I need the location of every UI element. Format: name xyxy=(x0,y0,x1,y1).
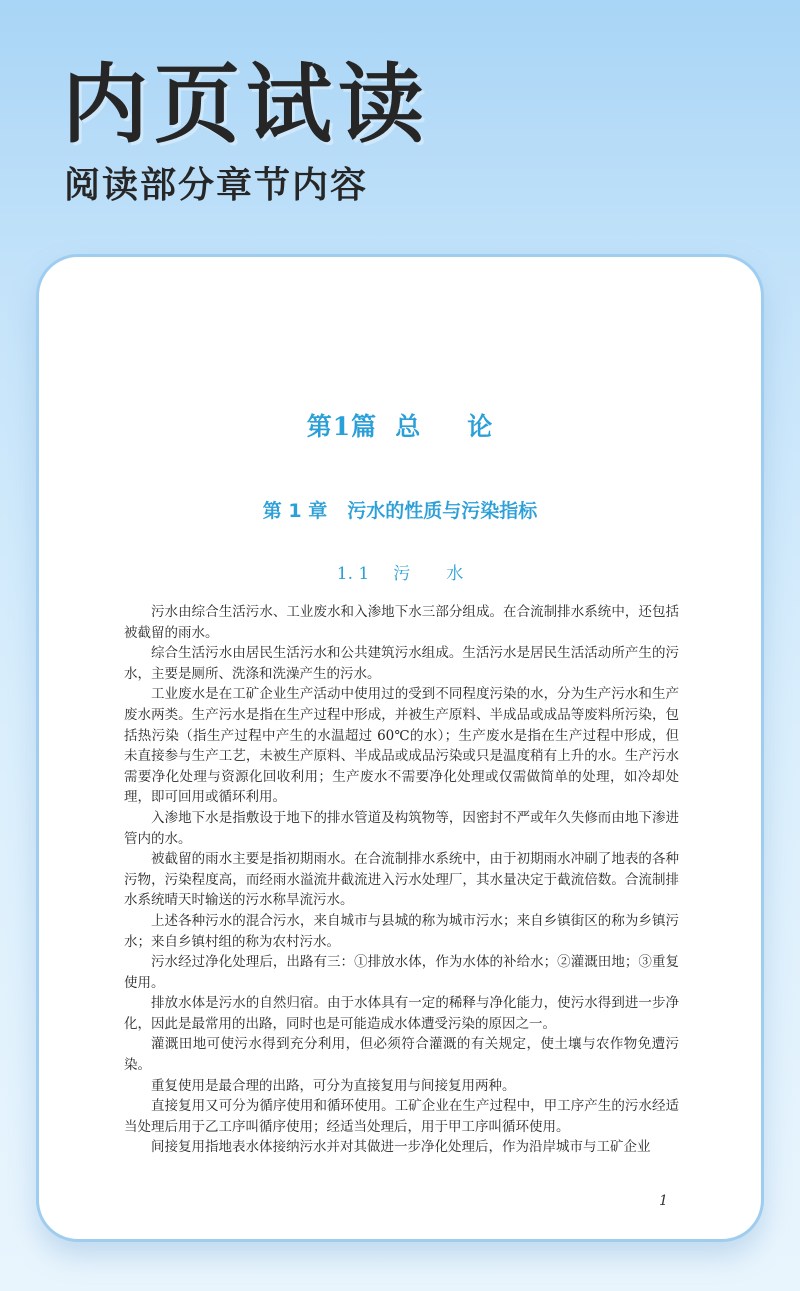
chapter-number: 第 1 章 xyxy=(262,500,328,522)
paragraph: 被截留的雨水主要是指初期雨水。在合流制排水系统中，由于初期雨水冲刷了地表的各种污物，污染程度高，而经雨水溢流井截流进入污水处理厂，其水量决定于截流倍数。合流制排水系统晴天时输送的污水称旱流污水。 xyxy=(124,851,679,909)
page-title: 内页试读 xyxy=(62,55,430,155)
paragraph: 工业废水是在工矿企业生产活动中使用过的受到不同程度污染的水，分为生产污水和生产废水两类。生产污水是指在生产过程中形成，并被生产原料、半成品或成品等废料所污染，包括热污染（指生产过程中产生的水温超过 60℃的水）；生产废水是指在生产过程中形成，但未直接参与生产工艺，未被生产原料、半成品或成品污染或只是温度稍有上升的水。生产污水需要净化处理与资源化回收利用；生产废水不需要净化处理或仅需做简单的处理，如冷却处理，即可回用或循环利用。 xyxy=(124,686,679,806)
part-title-word-2: 论 xyxy=(467,412,494,441)
paragraph: 污水经过净化处理后，出路有三：①排放水体，作为水体的补给水；②灌溉田地；③重复使用。 xyxy=(124,954,679,991)
book-page-card xyxy=(36,254,764,1242)
paragraph: 综合生活污水由居民生活污水和公共建筑污水组成。生活污水是居民生活活动所产生的污水，主要是厕所、洗涤和洗澡产生的污水。 xyxy=(124,645,679,682)
section-number: 1. 1 xyxy=(336,564,370,584)
section-word-1: 污 xyxy=(393,564,411,584)
section-word-2: 水 xyxy=(446,564,464,584)
body-text xyxy=(124,602,679,1158)
part-title-word-1: 总 xyxy=(395,412,422,441)
paragraph: 上述各种污水的混合污水，来自城市与县城的称为城市污水；来自乡镇街区的称为乡镇污水；来自乡镇村组的称为农村污水。 xyxy=(124,912,679,950)
paragraph: 污水由综合生活污水、工业废水和入渗地下水三部分组成。在合流制排水系统中，还包括被截留的雨水。 xyxy=(124,604,679,641)
page-subtitle: 阅读部分章节内容 xyxy=(64,165,369,206)
part-title-prefix: 第1篇 xyxy=(306,412,378,441)
chapter-title xyxy=(39,496,761,523)
paragraph: 排放水体是污水的自然归宿。由于水体具有一定的稀释与净化能力，使污水得到进一步净化，因此是最常用的出路，同时也是可能造成水体遭受污染的原因之一。 xyxy=(124,995,679,1032)
paragraph: 重复使用是最合理的出路，可分为直接复用与间接复用两种。 xyxy=(151,1077,516,1094)
part-title xyxy=(39,407,761,443)
paragraph: 直接复用又可分为循序使用和循环使用。工矿企业在生产过程中，甲工序产生的污水经适当处理后用于乙工序叫循序使用；经适当处理后，用于甲工序叫循环使用。 xyxy=(124,1098,679,1135)
paragraph: 入渗地下水是指敷设于地下的排水管道及构筑物等，因密封不严或年久失修而由地下渗进管内的水。 xyxy=(124,809,679,847)
paragraph: 间接复用指地表水体接纳污水并对其做进一步净化处理后，作为沿岸城市与工矿企业 xyxy=(151,1139,651,1156)
page-number: 1 xyxy=(659,1193,668,1209)
section-title xyxy=(39,559,761,584)
chapter-name: 污水的性质与污染指标 xyxy=(347,500,538,522)
paragraph: 灌溉田地可使污水得到充分利用，但必须符合灌溉的有关规定，使土壤与农作物免遭污染。 xyxy=(124,1036,679,1074)
